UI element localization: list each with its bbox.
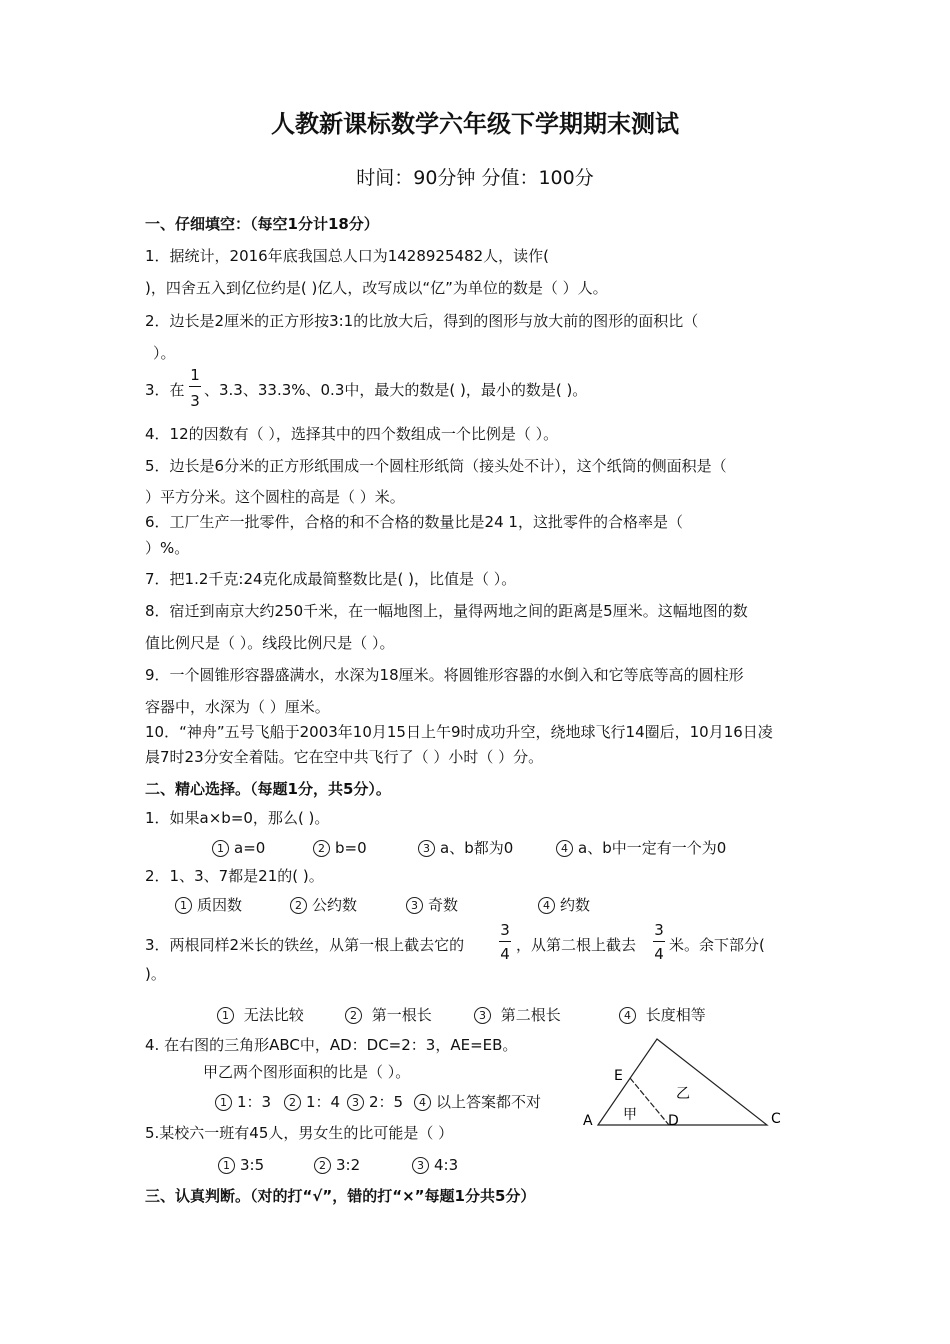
q2-3-fraction-1-numerator: 3 xyxy=(500,921,510,939)
option-text: 4:3 xyxy=(434,1156,459,1174)
q1-6-line-b: ）%。 xyxy=(145,539,190,557)
q1-9-line-a: 9．一个圆锥形容器盛满水，水深为18厘米。将圆锥形容器的水倒入和它等底等高的圆柱形 xyxy=(145,666,744,684)
q1-3-fraction-denominator: 3 xyxy=(190,392,200,410)
q2-3-fraction-2-bar xyxy=(653,941,665,942)
page-title: 人教新课标数学六年级下学期期末测试 xyxy=(271,110,679,138)
q2-5-option-3 xyxy=(412,1155,458,1175)
option-number: 2 xyxy=(314,1157,331,1174)
q1-2-line-b: ）。 xyxy=(153,344,176,362)
q2-3-option-4 xyxy=(619,1005,706,1025)
q1-1-line-b: )，四舍五入到亿位约是( )亿人，改写成以“亿”为单位的数是（ ）人。 xyxy=(145,279,608,297)
q2-4-option-1 xyxy=(215,1092,271,1112)
q1-3-prefix: 3．在 xyxy=(145,381,185,399)
option-number: 4 xyxy=(538,897,555,914)
option-number: 4 xyxy=(619,1007,636,1024)
label-d: D xyxy=(668,1113,679,1129)
option-text: 约数 xyxy=(560,896,591,914)
q2-3-part-d: )。 xyxy=(145,965,166,983)
q1-2-line-a: 2．边长是2厘米的正方形按3:1的比放大后，得到的图形与放大前的图形的面积比（ xyxy=(145,312,699,330)
option-text: b=0 xyxy=(335,839,367,857)
option-text: 公约数 xyxy=(312,896,358,914)
q2-3-part-c: 米。余下部分( xyxy=(669,936,765,954)
q1-8-line-a: 8．宿迁到南京大约250千米，在一幅地图上，量得两地之间的距离是5厘米。这幅地图的数 xyxy=(145,602,748,620)
q1-3-rest: 、3.3、33.3%、0.3中，最大的数是( )，最小的数是( )。 xyxy=(204,381,588,399)
q1-3-fraction-numerator: 1 xyxy=(190,366,200,384)
q2-2-option-3 xyxy=(406,895,458,915)
option-text: 奇数 xyxy=(428,896,459,914)
q1-9-line-b: 容器中，水深为（ ）厘米。 xyxy=(145,698,330,716)
q1-1-line-a: 1．据统计，2016年底我国总人口为1428925482人，读作( xyxy=(145,247,550,265)
option-number: 3 xyxy=(474,1007,491,1024)
q2-1-option-2 xyxy=(313,838,367,858)
option-text: 第二根长 xyxy=(500,1006,561,1024)
q2-3-part-a: 3．两根同样2米长的铁丝，从第一根上截去它的 xyxy=(145,936,465,954)
option-number: 3 xyxy=(412,1157,429,1174)
option-number: 1 xyxy=(175,897,192,914)
q1-5-line-b: ）平方分米。这个圆柱的高是（ ）米。 xyxy=(145,488,405,506)
option-number: 3 xyxy=(418,840,435,857)
option-number: 3 xyxy=(347,1094,364,1111)
option-number: 2 xyxy=(284,1094,301,1111)
q2-5-option-2 xyxy=(314,1155,360,1175)
q2-3-option-1 xyxy=(217,1005,304,1025)
q2-3-fraction-1-denominator: 4 xyxy=(500,945,510,963)
section-2-heading: 二、精心选择。（每题1分，共5分）。 xyxy=(145,780,391,798)
q2-2-option-2 xyxy=(290,895,357,915)
q2-5-option-1 xyxy=(218,1155,264,1175)
q2-4-option-4 xyxy=(414,1092,541,1112)
option-text: 第一根长 xyxy=(371,1006,432,1024)
q2-1: 1．如果a×b=0，那么( )。 xyxy=(145,809,330,827)
q1-10-line-a: 10．“神舟”五号飞船于2003年10月15日上午9时成功升空，绕地球飞行14圈后，10月16日凌 xyxy=(145,723,773,741)
q2-3-option-3 xyxy=(474,1005,561,1025)
option-text: 2：5 xyxy=(369,1093,404,1111)
option-number: 2 xyxy=(313,840,330,857)
section-3-heading: 三、认真判断。（对的打“√”，错的打“×”每题1分共5分） xyxy=(145,1187,536,1205)
option-number: 1 xyxy=(217,1007,234,1024)
q2-4-line-a: 4. 在右图的三角形ABC中，AD：DC=2：3，AE=EB。 xyxy=(145,1036,518,1054)
label-jia: 甲 xyxy=(623,1107,637,1123)
option-number: 2 xyxy=(345,1007,362,1024)
q2-4-option-3 xyxy=(347,1092,403,1112)
option-number: 1 xyxy=(215,1094,232,1111)
option-number: 1 xyxy=(218,1157,235,1174)
q2-1-option-3 xyxy=(418,838,513,858)
q1-8-line-b: 值比例尺是（ ）。线段比例尺是（ ）。 xyxy=(145,634,395,652)
label-a: A xyxy=(583,1113,593,1129)
option-text: 以上答案都不对 xyxy=(436,1093,542,1111)
option-text: a=0 xyxy=(234,839,266,857)
label-e: E xyxy=(614,1068,623,1084)
triangle-figure xyxy=(575,1030,795,1140)
option-text: 1：3 xyxy=(237,1093,272,1111)
q2-3-option-2 xyxy=(345,1005,432,1025)
label-yi: 乙 xyxy=(676,1086,690,1102)
q2-4-line-b: 甲乙两个图形面积的比是（ ）。 xyxy=(203,1063,411,1081)
option-text: 3:2 xyxy=(336,1156,361,1174)
label-c: C xyxy=(771,1111,781,1127)
exam-info: 时间：90分钟 分值：100分 xyxy=(356,167,594,189)
option-number: 4 xyxy=(414,1094,431,1111)
q2-3-fraction-1-bar xyxy=(499,941,511,942)
option-text: 3:5 xyxy=(240,1156,265,1174)
option-text: 质因数 xyxy=(197,896,243,914)
q2-1-option-4 xyxy=(556,838,726,858)
q1-6-line-a: 6．工厂生产一批零件，合格的和不合格的数量比是24 1，这批零件的合格率是（ xyxy=(145,513,683,531)
q1-5-line-a: 5．边长是6分米的正方形纸围成一个圆柱形纸筒（接头处不计），这个纸筒的侧面积是（ xyxy=(145,457,727,475)
option-text: a、b都为0 xyxy=(440,839,514,857)
option-number: 2 xyxy=(290,897,307,914)
option-number: 1 xyxy=(212,840,229,857)
q1-3-fraction-bar xyxy=(189,386,201,387)
option-number: 3 xyxy=(406,897,423,914)
option-text: a、b中一定有一个为0 xyxy=(578,839,727,857)
q2-5: 5.某校六一班有45人，男女生的比可能是（ ） xyxy=(145,1124,454,1142)
option-text: 长度相等 xyxy=(645,1006,706,1024)
q1-7: 7．把1.2千克:24克化成最简整数比是( )，比值是（ ）。 xyxy=(145,570,517,588)
section-1-heading: 一、仔细填空：（每空1分计18分） xyxy=(145,215,379,233)
q2-1-option-1 xyxy=(212,838,265,858)
q1-4: 4．12的因数有（ ），选择其中的四个数组成一个比例是（ ）。 xyxy=(145,425,559,443)
q2-2: 2．1、3、7都是21的( )。 xyxy=(145,867,324,885)
q2-2-option-4 xyxy=(538,895,590,915)
q2-3-part-b: ，从第二根上截去 xyxy=(516,936,637,954)
q2-3-fraction-2-numerator: 3 xyxy=(654,921,664,939)
option-number: 4 xyxy=(556,840,573,857)
q2-2-option-1 xyxy=(175,895,242,915)
q2-4-option-2 xyxy=(284,1092,340,1112)
q2-3-fraction-2-denominator: 4 xyxy=(654,945,664,963)
option-text: 无法比较 xyxy=(243,1006,304,1024)
q1-10-line-b: 晨7时23分安全着陆。它在空中共飞行了（ ）小时（ ）分。 xyxy=(145,748,544,766)
option-text: 1：4 xyxy=(306,1093,341,1111)
